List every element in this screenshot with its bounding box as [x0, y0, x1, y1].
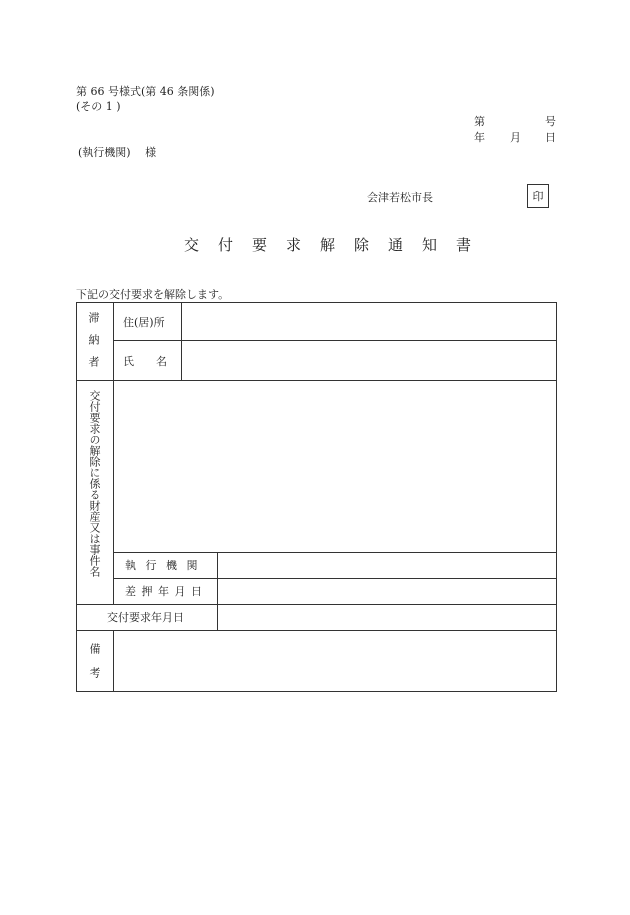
remarks-label: 備考 [88, 643, 101, 691]
seal-box [527, 184, 549, 208]
date-day: 日 [545, 131, 556, 144]
rule-seizure-request [77, 604, 556, 605]
rule-property-exec [113, 552, 556, 553]
address-label: 住(居)所 [123, 316, 165, 329]
date-month: 月 [510, 131, 521, 144]
form-number: 第 66 号様式(第 46 条関係) [76, 85, 215, 98]
date-year: 年 [474, 131, 485, 144]
rule-left-label-column [113, 303, 114, 604]
rule-exec-sublabel [217, 552, 218, 630]
rule-exec-seizure [113, 578, 556, 579]
rule-request-remarks [77, 630, 556, 631]
seal-label: 印 [532, 190, 544, 203]
request-date-label: 交付要求年月日 [107, 611, 184, 624]
seizure-date-label: 差 押 年 月 日 [125, 585, 203, 598]
form-part: (その 1 ) [76, 100, 121, 113]
name-label: 氏 名 [123, 355, 167, 368]
property-label: 交付要求の解除に係る財産又は事件名 [88, 390, 101, 577]
document-number-prefix: 第 [474, 115, 485, 128]
rule-left-label-column-remarks [113, 630, 114, 691]
page-title: 交付要求解除通知書 [184, 236, 491, 254]
rule-name-property [77, 380, 556, 381]
exec-agency-label: 執 行 機 関 [125, 559, 201, 572]
notification-table [76, 302, 557, 692]
rule-delinquent-sublabel [181, 303, 182, 380]
delinquent-label: 滞納者 [87, 312, 100, 378]
issuer-name: 会津若松市長 [367, 191, 433, 204]
rule-address-name [113, 340, 556, 341]
intro-text: 下記の交付要求を解除します。 [76, 288, 230, 301]
addressee: (執行機関) 様 [78, 146, 157, 159]
document-number-suffix: 号 [545, 115, 556, 128]
